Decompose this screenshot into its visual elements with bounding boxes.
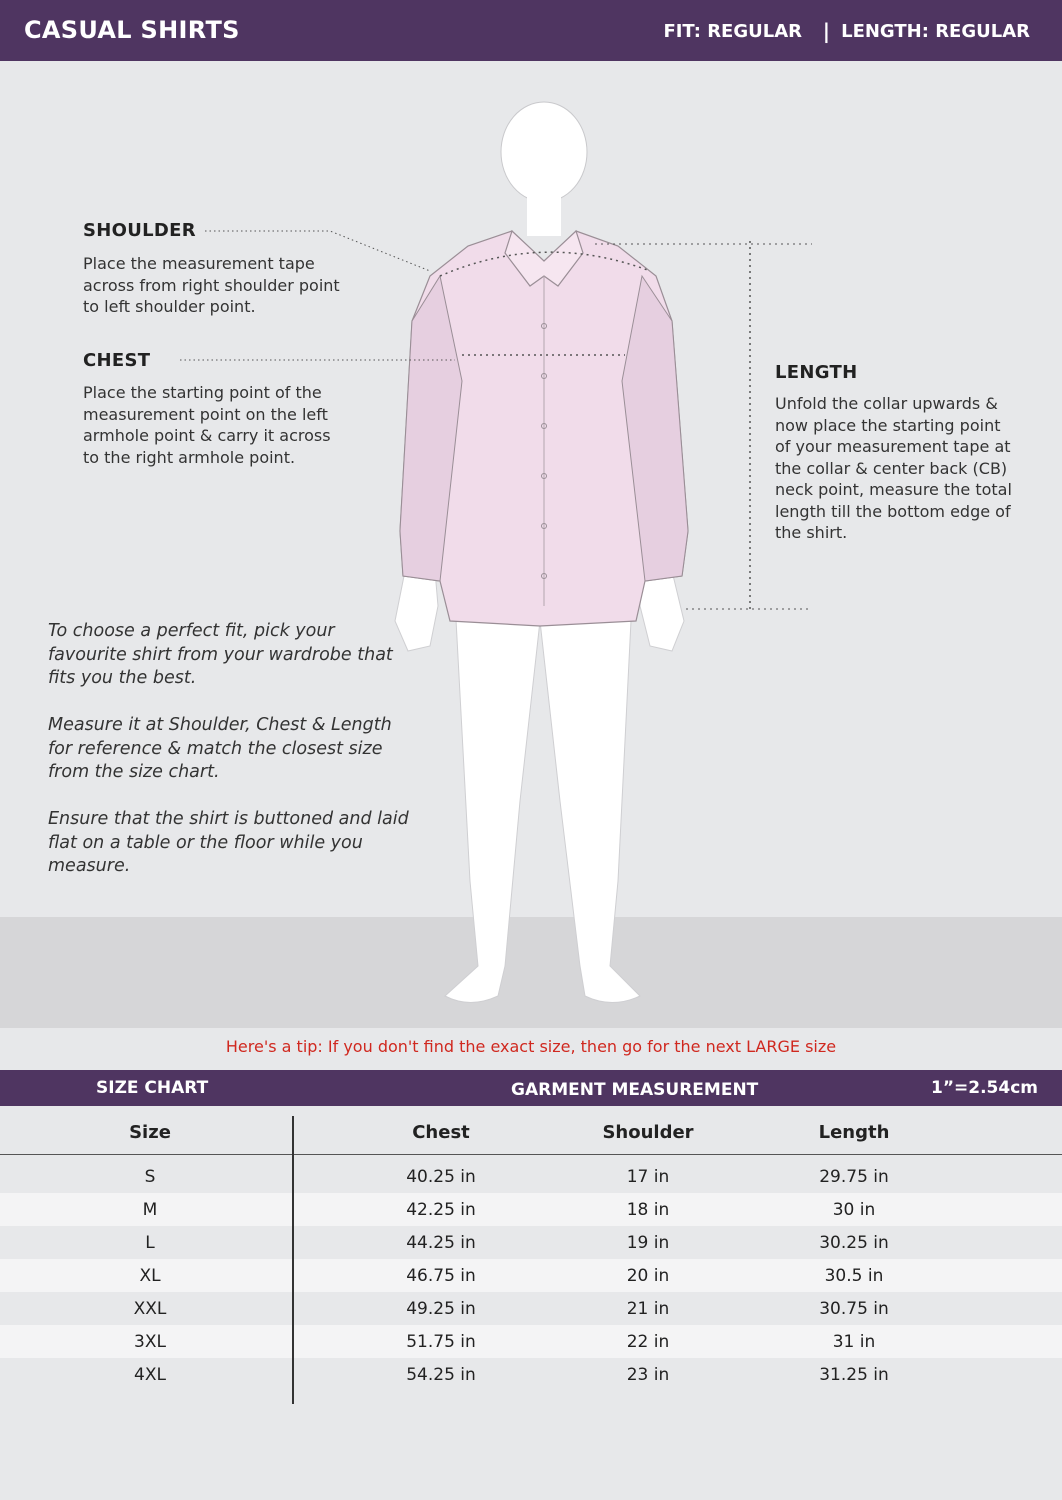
- chest-heading: CHEST: [83, 350, 151, 371]
- chest-line: measurement point on the left: [83, 404, 328, 424]
- header-divider: [0, 1154, 1062, 1155]
- size-chart-title: SIZE CHART: [96, 1078, 209, 1098]
- chest-cell: 49.25 in: [406, 1299, 476, 1319]
- length-line: Unfold the collar upwards &: [775, 394, 998, 413]
- length-heading: LENGTH: [775, 362, 858, 383]
- chest-cell: 51.75 in: [406, 1332, 476, 1352]
- size-cell: 4XL: [134, 1365, 166, 1385]
- chest-cell: 44.25 in: [406, 1233, 476, 1253]
- unit-conversion: 1”=2.54cm: [931, 1078, 1038, 1098]
- table-header-row: [0, 1106, 1062, 1154]
- length-cell: 30.25 in: [819, 1233, 889, 1253]
- length-cell: 31.25 in: [819, 1365, 889, 1385]
- shoulder-heading: SHOULDER: [83, 220, 196, 241]
- length-line: the shirt.: [775, 523, 848, 542]
- length-cell: 29.75 in: [819, 1167, 889, 1187]
- size-cell: XXL: [133, 1299, 167, 1319]
- page-title: CASUAL SHIRTS: [24, 16, 240, 44]
- shoulder-cell: 18 in: [626, 1200, 670, 1220]
- table-row: [0, 1160, 1062, 1193]
- fit-label: FIT: REGULAR: [663, 21, 802, 42]
- length-cell: 31 in: [832, 1332, 876, 1352]
- length-cell: 30 in: [832, 1200, 876, 1220]
- chest-line: to the right armhole point.: [83, 447, 296, 467]
- shoulder-cell: 22 in: [626, 1332, 670, 1352]
- header-bar: [0, 0, 1062, 61]
- length-line: now place the starting point: [775, 415, 1001, 435]
- size-chart-header: [0, 1070, 1062, 1106]
- fit-instructions: [48, 620, 418, 902]
- table-row: [0, 1226, 1062, 1259]
- table-row: [0, 1292, 1062, 1325]
- length-line: length till the bottom edge of: [775, 501, 1011, 521]
- size-cell: 3XL: [134, 1332, 166, 1352]
- size-cell: M: [142, 1200, 158, 1220]
- table-row: [0, 1325, 1062, 1358]
- length-line: of your measurement tape at: [775, 437, 1011, 456]
- chest-cell: 40.25 in: [406, 1167, 476, 1187]
- column-header-size: Size: [129, 1122, 171, 1143]
- table-row: [0, 1358, 1062, 1391]
- size-table: [0, 1106, 1062, 1500]
- table-row: [0, 1259, 1062, 1292]
- chest-cell: 54.25 in: [406, 1365, 476, 1385]
- length-cell: 30.5 in: [824, 1266, 884, 1286]
- shoulder-line: Place the measurement tape: [83, 254, 315, 273]
- instruction-paragraph: Ensure that the shirt is buttoned and laid flat on a table or the floor while you measure.: [48, 809, 409, 876]
- instruction-paragraph: Measure it at Shoulder, Chest & Length for reference & match the closest size from the size chart.: [48, 715, 392, 782]
- table-row: [0, 1193, 1062, 1226]
- shoulder-cell: 20 in: [626, 1266, 670, 1286]
- shoulder-cell: 21 in: [626, 1299, 670, 1319]
- chest-cell: 46.75 in: [406, 1266, 476, 1286]
- size-cell: L: [145, 1233, 155, 1253]
- length-description: [775, 393, 1012, 544]
- garment-measurement-label: GARMENT MEASUREMENT: [511, 1080, 759, 1100]
- sizing-tip: Here's a tip: If you don't find the exact size, then go for the next LARGE size: [225, 1037, 837, 1056]
- chest-cell: 42.25 in: [406, 1200, 476, 1220]
- length-cell: 30.75 in: [819, 1299, 889, 1319]
- size-cell: XL: [139, 1266, 161, 1286]
- header-separator: |: [822, 19, 830, 43]
- chest-line: armhole point & carry it across: [83, 426, 331, 445]
- instruction-paragraph: To choose a perfect fit, pick your favourite shirt from your wardrobe that fits you the best.: [48, 621, 393, 688]
- chest-description: [83, 382, 331, 468]
- shoulder-cell: 17 in: [626, 1167, 670, 1187]
- length-label: LENGTH: REGULAR: [841, 21, 1030, 42]
- shoulder-cell: 19 in: [626, 1233, 670, 1253]
- shoulder-line: to left shoulder point.: [83, 297, 256, 316]
- shoulder-line: across from right shoulder point: [83, 275, 340, 295]
- size-column-divider: [292, 1116, 294, 1404]
- column-header-length: Length: [818, 1122, 890, 1143]
- length-line: the collar & center back (CB): [775, 458, 1008, 478]
- length-line: neck point, measure the total: [775, 480, 1012, 499]
- shoulder-description: [83, 253, 340, 318]
- shoulder-cell: 23 in: [626, 1365, 670, 1385]
- chest-line: Place the starting point of the: [83, 383, 322, 402]
- column-header-chest: Chest: [412, 1122, 470, 1143]
- column-header-shoulder: Shoulder: [602, 1122, 694, 1143]
- size-cell: S: [144, 1167, 156, 1187]
